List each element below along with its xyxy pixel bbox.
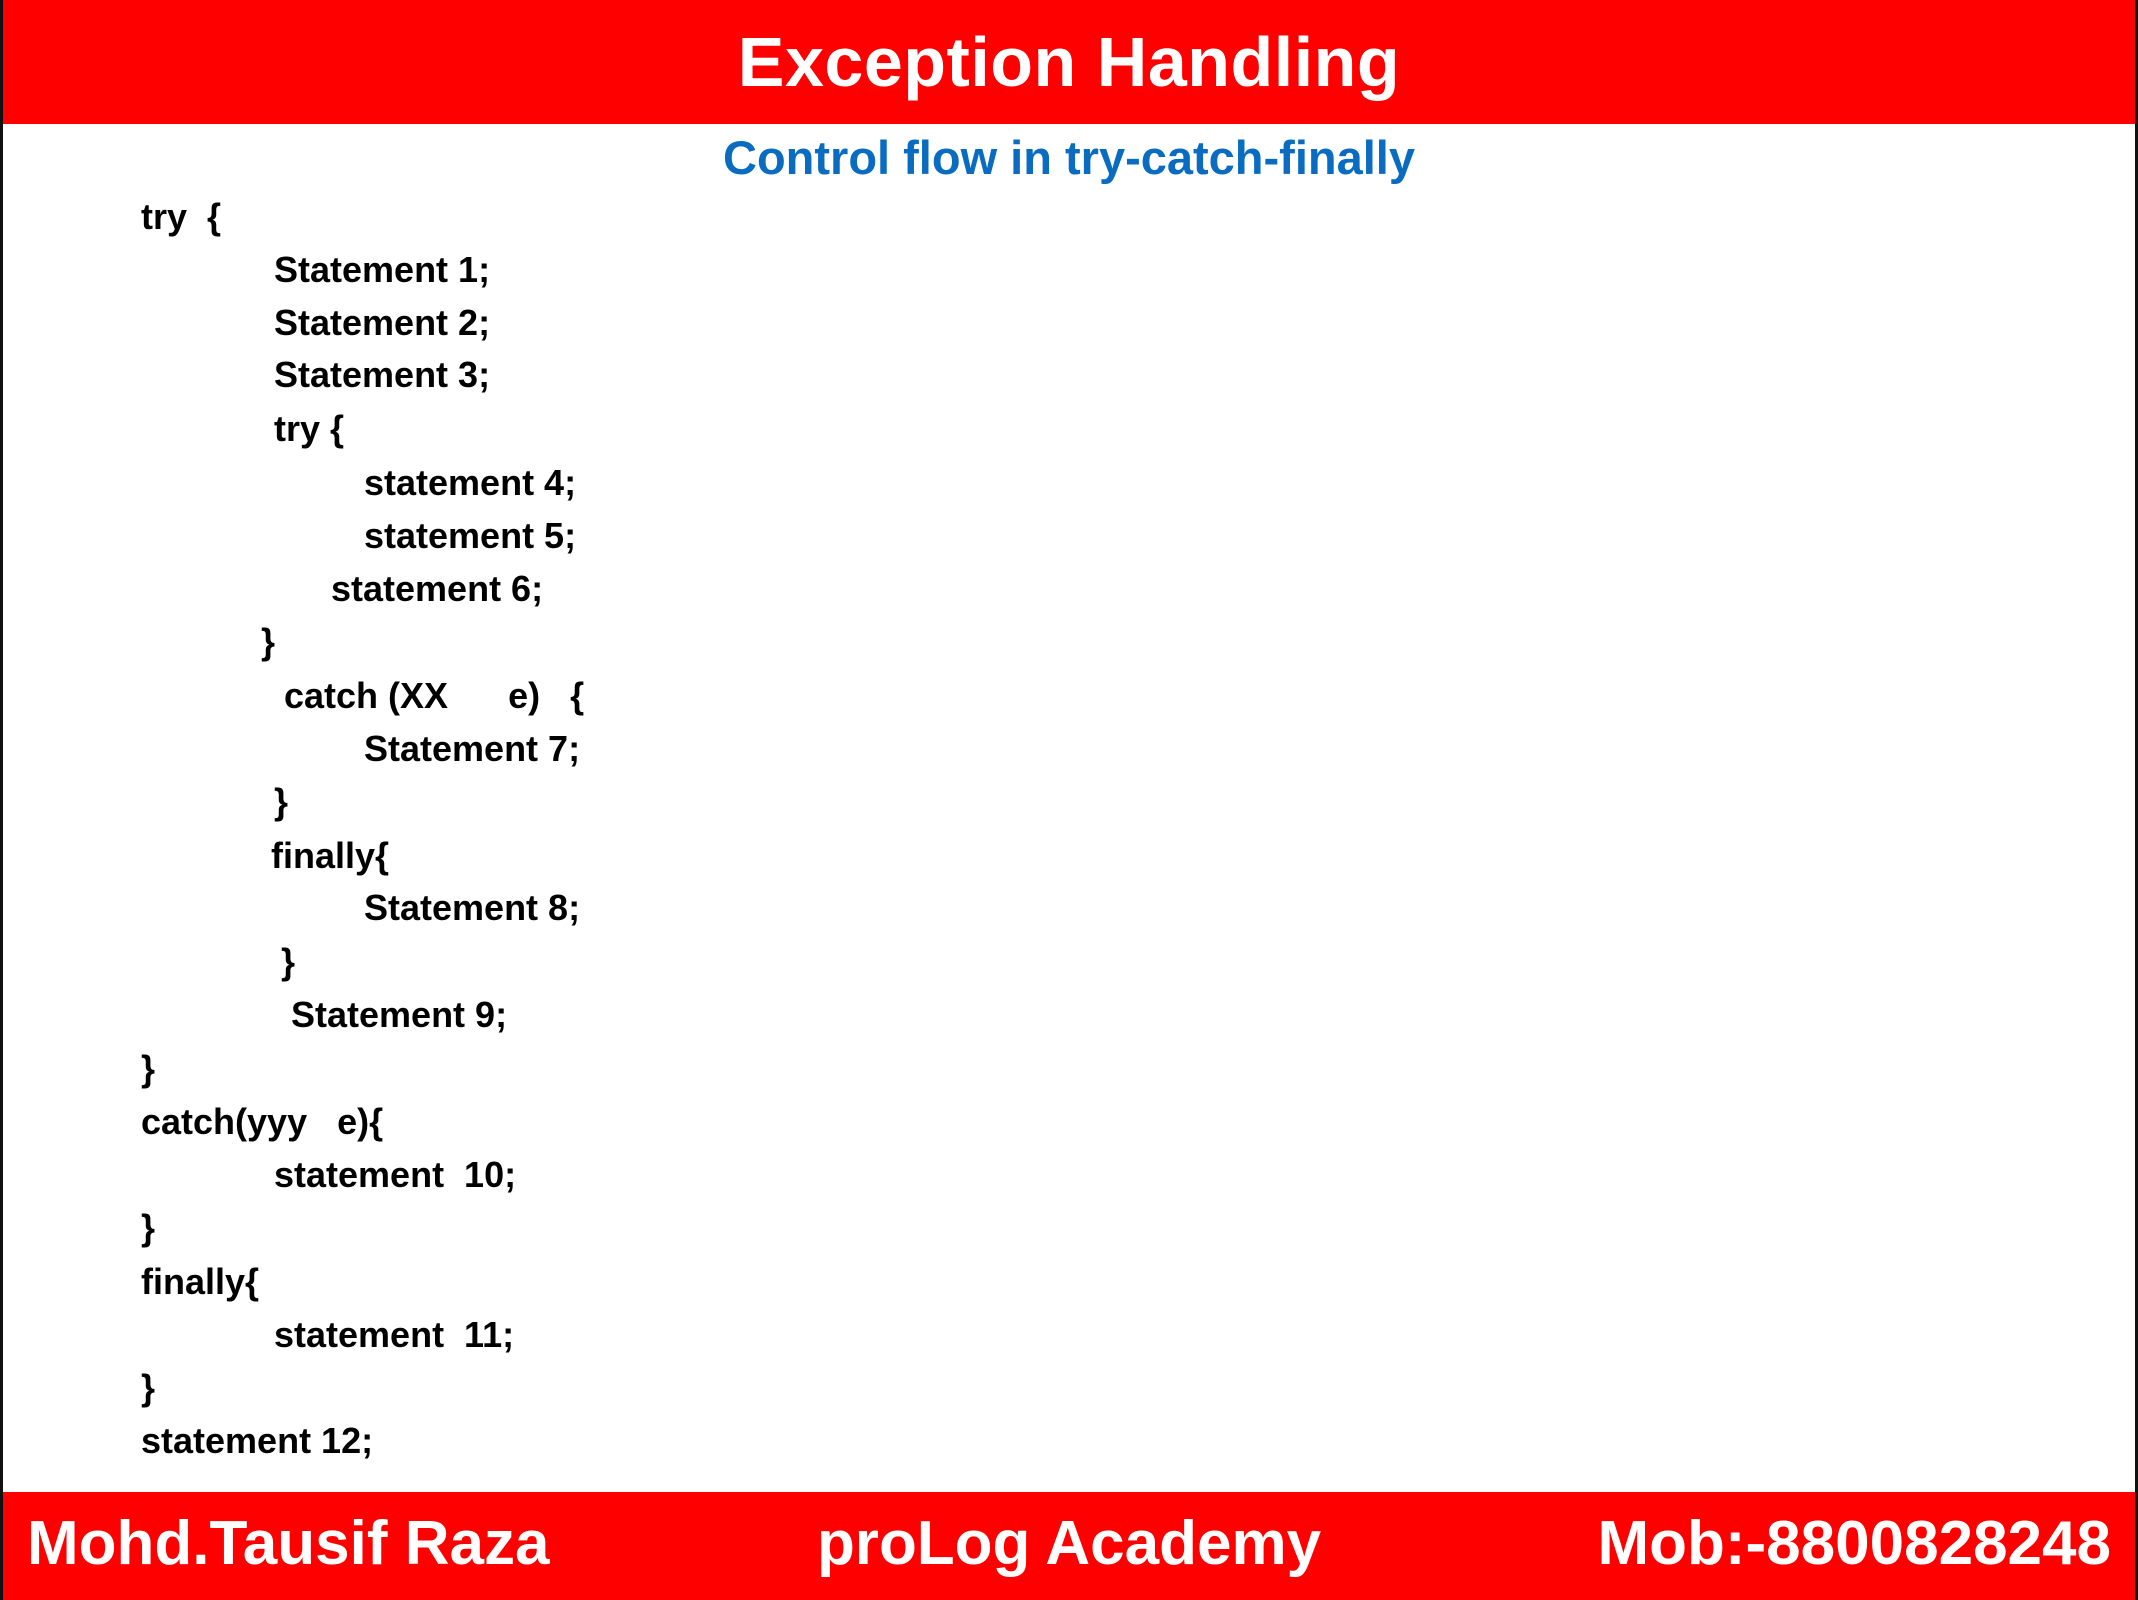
code-line: statement 4; bbox=[364, 462, 577, 503]
code-line: statement 10; bbox=[274, 1154, 517, 1195]
code-line: Statement 9; bbox=[291, 994, 508, 1035]
code-line: } bbox=[274, 781, 289, 822]
code-line: } bbox=[141, 1048, 156, 1089]
code-line: Statement 2; bbox=[274, 302, 491, 343]
slide-subtitle: Control flow in try-catch-finally bbox=[723, 131, 1415, 184]
code-line: Statement 7; bbox=[364, 728, 581, 769]
academy-name: proLog Academy bbox=[816, 1509, 1322, 1578]
code-line: catch(yyy e){ bbox=[141, 1101, 384, 1142]
code-line: statement 6; bbox=[331, 568, 544, 609]
code-line: finally{ bbox=[271, 835, 390, 876]
slide-title: Exception Handling bbox=[737, 23, 1401, 101]
footer-banner bbox=[3, 1492, 2135, 1600]
code-line: } bbox=[261, 621, 276, 662]
code-line: Statement 1; bbox=[274, 249, 491, 290]
code-line: } bbox=[141, 1207, 156, 1248]
code-line: } bbox=[141, 1367, 156, 1408]
code-line: finally{ bbox=[141, 1261, 260, 1302]
author-name: Mohd.Tausif Raza bbox=[27, 1509, 550, 1578]
code-line: statement 11; bbox=[274, 1314, 515, 1355]
code-line: } bbox=[281, 941, 296, 982]
code-line: try { bbox=[274, 408, 345, 449]
code-line: try { bbox=[141, 196, 222, 237]
code-line: statement 5; bbox=[364, 515, 577, 556]
code-line: Statement 8; bbox=[364, 887, 581, 928]
code-block bbox=[3, 0, 2135, 1600]
phone-number: Mob:-8800828248 bbox=[1597, 1509, 2111, 1578]
code-line: catch (XX e) { bbox=[284, 675, 585, 716]
code-line: statement 12; bbox=[141, 1420, 374, 1461]
code-line: Statement 3; bbox=[274, 354, 491, 395]
